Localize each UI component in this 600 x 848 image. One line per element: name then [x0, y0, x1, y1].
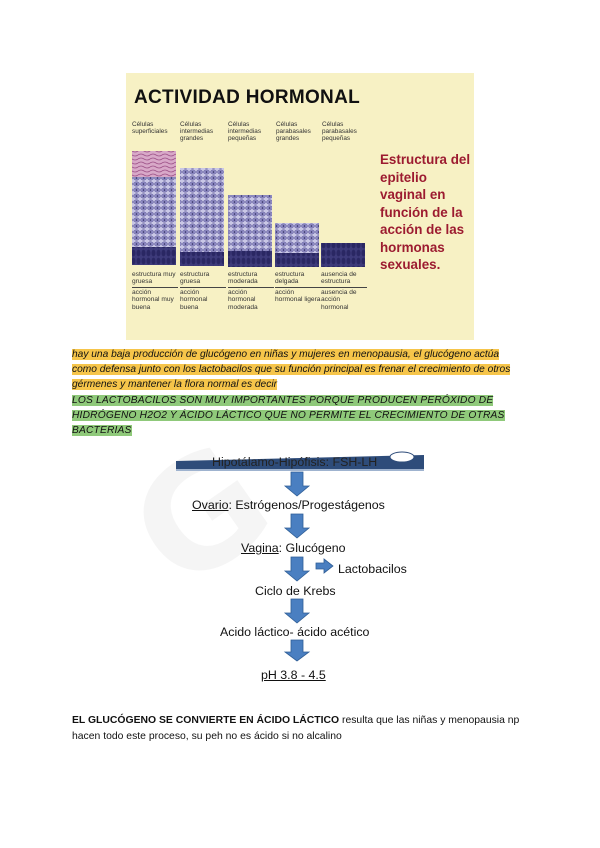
column-label-1: Células superficiales [132, 121, 168, 135]
bottom-bold-text: EL GLUCÓGENO SE CONVIERTE EN ÁCIDO LÁCTICO [72, 715, 340, 726]
column-caption-5: ausencia de estructura ausencia de acción hormonal [321, 271, 367, 311]
flow-step-acids: Acido láctico- ácido acético [220, 625, 370, 639]
bottom-paragraph [72, 713, 532, 745]
figure-title: ACTIVIDAD HORMONAL [134, 87, 360, 108]
bottom-rest-text: resulta que las niñas y menopausia np hacen todo este proceso, su peh no es ácido si no alcalino [72, 715, 520, 742]
column-caption-4: estructura delgada acción hormonal ligera [275, 271, 321, 304]
column-label-5: Células parabasales pequeñas [322, 121, 357, 142]
column-caption-1: estructura muy gruesa acción hormonal muy buena [132, 271, 178, 311]
column-caption-2: estructura gruesa acción hormonal buena [180, 271, 226, 311]
arrow-5 [285, 640, 309, 661]
green-note-text: LOS LACTOBACILOS SON MUY IMPORTANTES PORQUE PRODUCEN PERÓXIDO DE HIDRÓGENO H2O2 Y ÁCIDO LÁCTICO QUE NO PERMITE EL CRECIMIENTO DE OTRAS BACTERIAS [72, 395, 505, 436]
hormonal-activity-figure [126, 73, 474, 340]
flow-step-krebs: Ciclo de Krebs [255, 584, 336, 598]
flow-side-lactobacilos: Lactobacilos [338, 562, 407, 576]
flow-step-hypothalamus: Hipotálamo-Hipófisis: FSH-LH [212, 455, 378, 469]
flow-step-ovary: Ovario: Estrógenos/Progestágenos [192, 498, 385, 512]
green-note [72, 393, 512, 438]
figure-side-caption: Estructura del epitelio vaginal en función de la acción de las hormonas sexuales. [380, 152, 471, 272]
arrow-side [316, 559, 333, 573]
arrow-2 [285, 514, 309, 538]
yellow-note [72, 347, 512, 392]
column-label-2: Células intermedias grandes [180, 121, 214, 142]
column-label-3: Células intermedias pequeñas [228, 121, 262, 142]
arrow-3 [285, 557, 309, 581]
flow-diagram [174, 449, 424, 699]
flow-step-vagina: Vagina: Glucógeno [241, 541, 346, 555]
column-label-4: Células parabasales grandes [276, 121, 311, 142]
arrow-4 [285, 599, 309, 623]
epithelium-illustration [126, 73, 376, 273]
arrow-1 [285, 472, 309, 496]
column-caption-3: estructura moderada acción hormonal moderada [228, 271, 274, 311]
flow-step-ph: pH 3.8 - 4.5 [261, 668, 326, 682]
yellow-note-text: hay una baja producción de glucógeno en niñas y mujeres en menopausia, el glucógeno actúa como defensa junto con los lactobacilos que su función principal es frenar el crecimiento de otros gérmenes y mantener la flora normal es decir [72, 349, 511, 390]
